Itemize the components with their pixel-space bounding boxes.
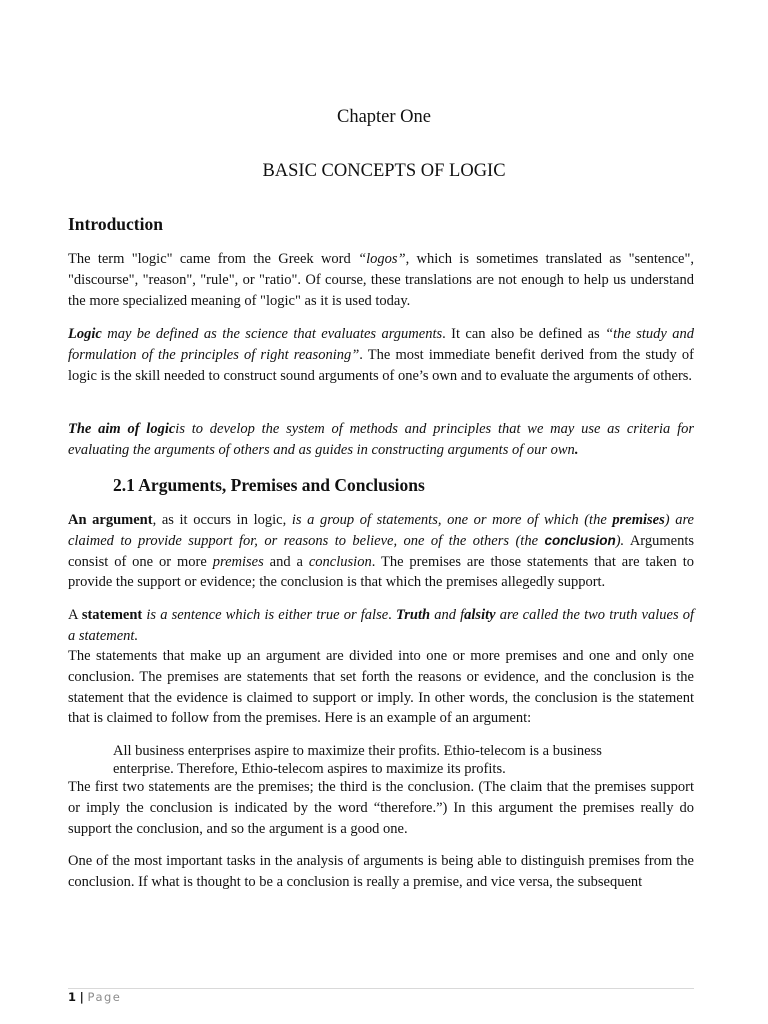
text-run-bold-italic: conclusion [544,532,616,548]
paragraph-logic-definition [68,324,694,386]
paragraph-aim-of-logic [68,419,694,461]
text-run: A [68,607,82,623]
chapter-title: Chapter One [336,107,431,127]
text-run: . It can also be defined as [442,326,606,342]
text-run-italic: may be defined as the science that evaluates arguments [101,326,443,342]
text-run: , which is sometimes translated as "sentence", "discourse", "reason", "rule", or "ratio". Of course, these translations are not enough to help us understand the more specialized meaning of "logic" as it is used today. [68,251,695,309]
text-run-bold-italic: . [574,441,579,458]
text-run-bold-italic: Truth [395,607,431,623]
text-run-italic: are called the two truth values of a statement. [68,607,695,644]
text-run: Arguments consist of one or more [68,532,694,570]
text-run: and a [263,553,309,570]
paragraph-argument-definition [68,510,694,593]
text-run-bold-italic: alsity [464,607,496,623]
paragraph-statement-definition [68,605,694,647]
paragraph-distinguishing-premises: One of the most important tasks in the analysis of arguments is being able to distinguish premises from the conclusion. If what is thought to be a conclusion is really a premise, and vice versa, the subsequent [68,853,694,890]
paragraph-example-explanation: The first two statements are the premises; the third is the conclusion. (The claim that the premises support or imply the conclusion is indicated by the word “therefore.”) In this argument the premises really do support the conclusion, and so the argument is a good one. [68,779,694,837]
text-run: . [388,607,396,623]
text-run: , as it occurs in logic, [152,512,292,528]
introduction-heading: Introduction [68,214,163,234]
text-run: . The premises are those statements that are taken to provide the support or evidence; the conclusion is that which the premises allegedly support. [68,553,695,591]
text-run-italic: ). [615,532,625,549]
text-run-bold-italic: premises [612,512,665,528]
footer-separator: | [79,990,84,1004]
page-footer [68,990,121,1004]
text-run-italic: premises [212,553,264,570]
text-run: The term "logic" came from the Greek word [68,251,359,267]
example-argument-quote: All business enterprises aspire to maximize their profits. Ethio-telecom is a business enterprise. Therefore, Ethio-telecom aspires to maximize its profits. [113,743,602,777]
text-run-italic: ) are claimed to provide support for, or reasons to believe, one of the others (the [68,512,694,549]
text-run-italic: and f [430,607,465,623]
chapter-subtitle: BASIC CONCEPTS OF LOGIC [262,161,506,181]
text-run-bold: statement [81,607,143,623]
paragraph-logic-term [68,249,694,311]
text-run-italic: is a group of statements, one or more of which (the [291,512,613,528]
text-run-italic: “logos” [358,251,406,267]
footer-divider [68,988,694,989]
text-run-italic: is a sentence which is either true or false [142,607,389,623]
text-run-italic: “the study and formulation of the principles of right reasoning” [68,326,694,363]
page-number: 1 [68,990,77,1004]
section-heading: 2.1 Arguments, Premises and Conclusions [113,475,425,495]
text-run-italic: conclusion [308,553,372,570]
paragraph-premises-conclusion: The statements that make up an argument are divided into one or more premises and one and only one conclusion. The premises are statements that set forth the reasons or evidence, and the conclusion is the statement that the evidence is claimed to support or imply. In other words, the conclusion is the statement that is claimed to follow from the premises. Here is an example of an argument: [68,648,694,727]
text-run-bold-italic: Logic [68,326,102,342]
text-run: . The most immediate benefit derived from the study of logic is the skill needed to construct sound arguments of one’s own and to evaluate the arguments of others. [68,346,694,384]
text-run-bold: An argument [68,512,153,528]
text-run-italic: is to develop the system of methods and principles that we may use as criteria for evaluating the arguments of others and as guides in constructing arguments of our own [68,421,694,458]
text-run-bold-italic: The aim of logic [68,421,176,437]
page-label: Page [87,990,122,1004]
